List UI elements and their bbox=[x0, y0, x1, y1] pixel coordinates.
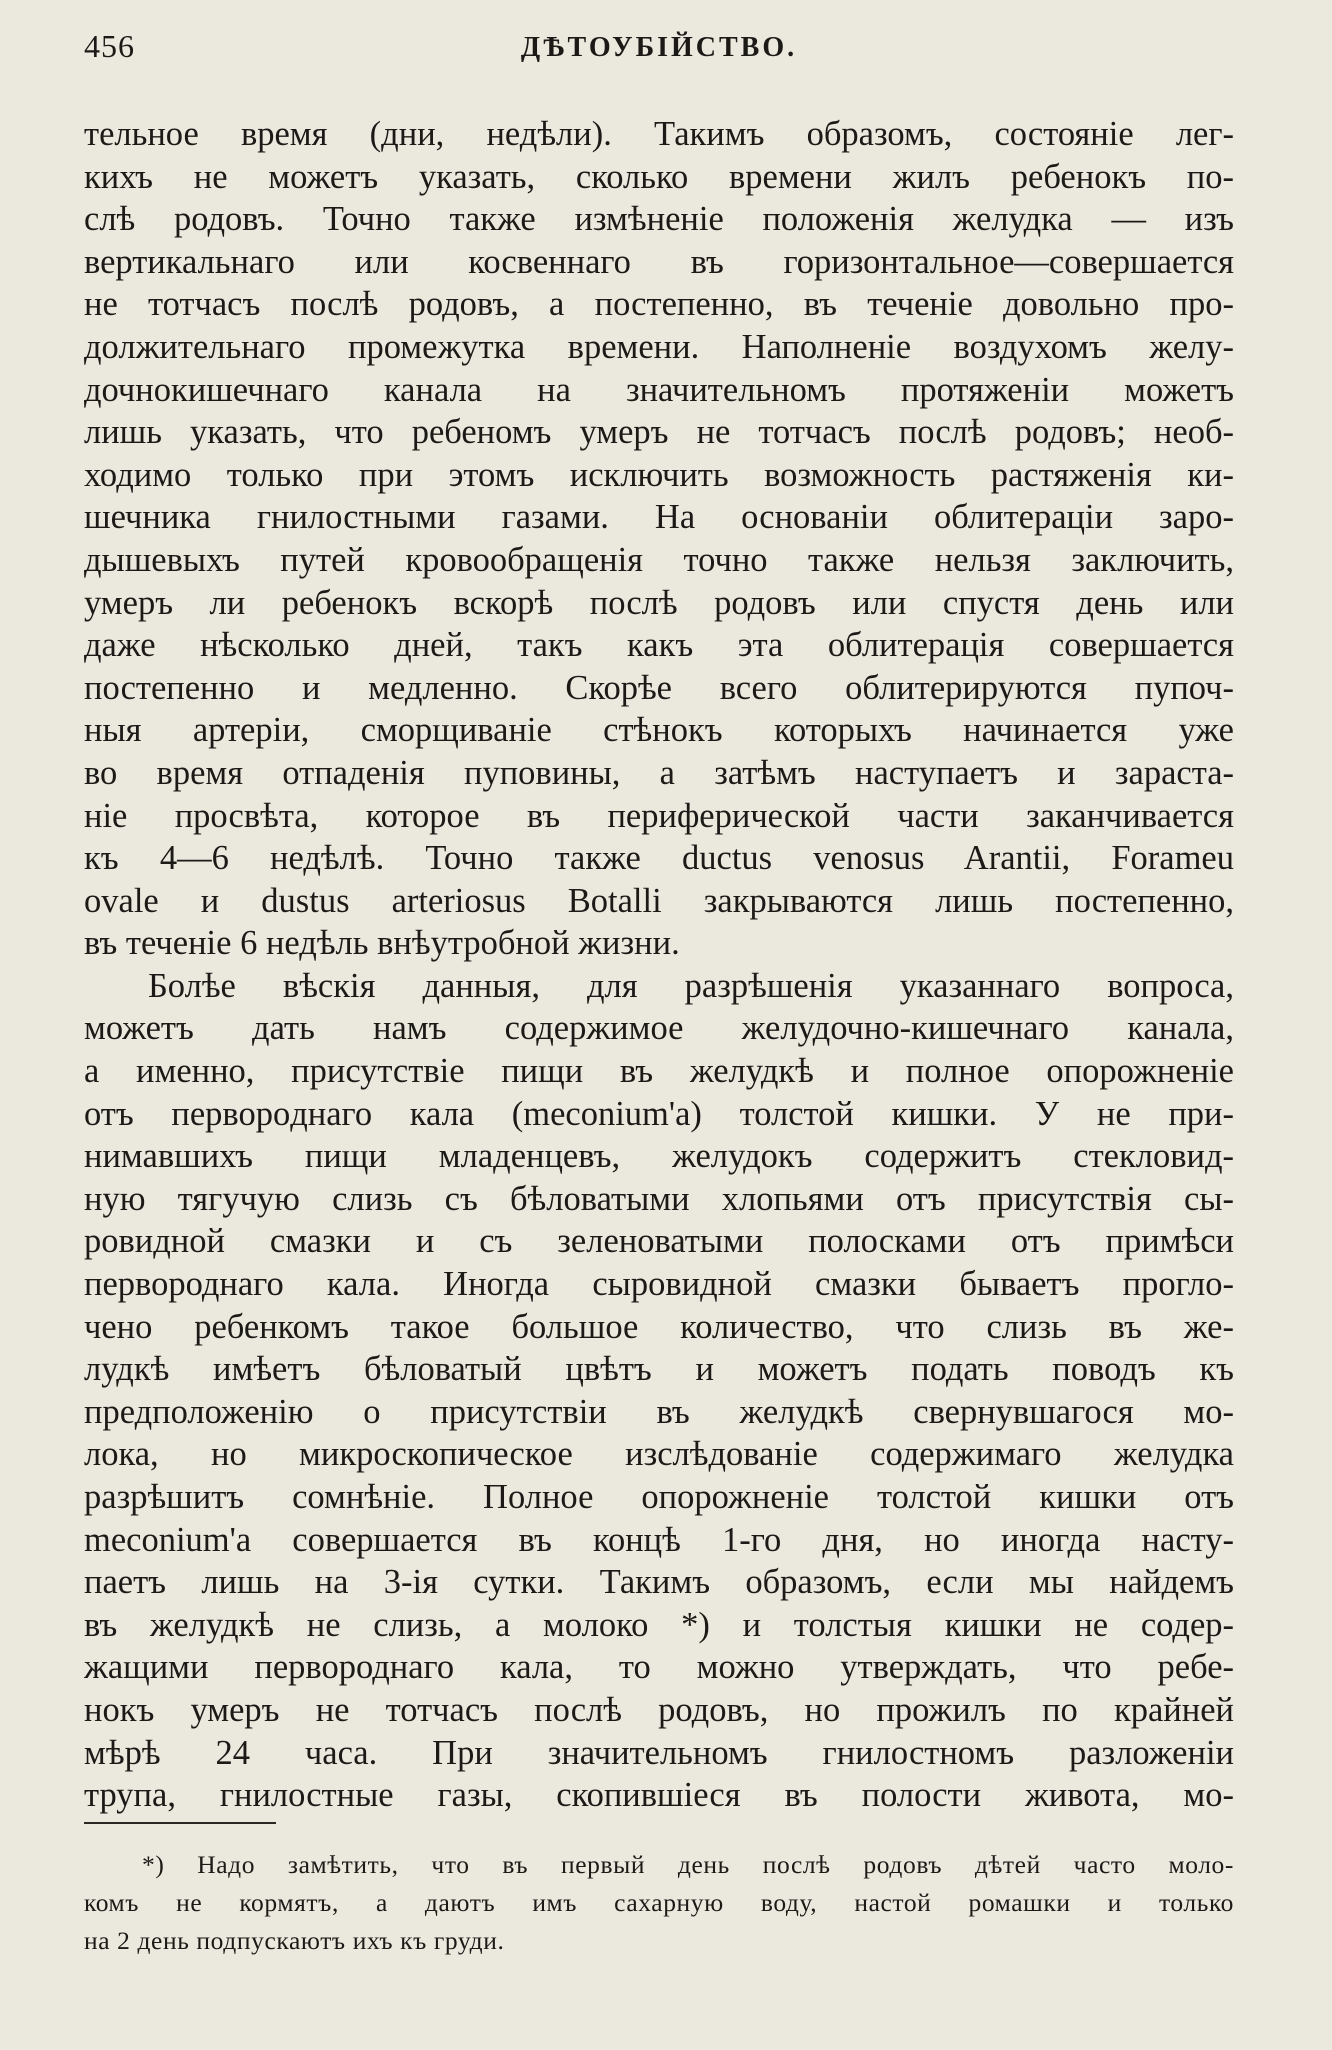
page-header bbox=[84, 28, 1234, 72]
text-line: лишь указать, что ребеномъ умеръ не тотчасъ послѣ родовъ; необ- bbox=[84, 413, 1234, 452]
text-line: первороднаго кала. Иногда сыровидной смазки бываетъ прогло- bbox=[84, 1265, 1234, 1304]
footnote-line: комъ не кормятъ, а даютъ имъ сахарную воду, настой ромашки и только bbox=[84, 1888, 1234, 1917]
footnote-line: на 2 день подпускаютъ ихъ къ груди. bbox=[84, 1926, 505, 1955]
text-line: не тотчасъ послѣ родовъ, а постепенно, въ теченіе довольно про- bbox=[84, 285, 1234, 324]
text-line: тельное время (дни, недѣли). Такимъ образомъ, состояніе лег- bbox=[84, 115, 1234, 153]
text-line: предположенію о присутствіи въ желудкѣ свернувшагося мо- bbox=[84, 1392, 1234, 1431]
footnote-divider bbox=[84, 1822, 276, 1824]
text-line: постепенно и медленно. Скорѣе всего облитерируются пупоч- bbox=[84, 668, 1234, 707]
text-line: паетъ лишь на 3-ія сутки. Такимъ образомъ, если мы найдемъ bbox=[84, 1563, 1234, 1602]
text-line: отъ перворoднаго кала (meconium'а) толстой кишки. У не при- bbox=[84, 1094, 1234, 1133]
text-line: умеръ ли ребенокъ вскорѣ послѣ родовъ или спустя день или bbox=[84, 583, 1234, 622]
text-line: въ желудкѣ не слизь, а молоко *) и толстыя кишки не содер- bbox=[84, 1605, 1234, 1644]
running-head: ДѢТОУБІЙСТВО. bbox=[520, 32, 798, 63]
text-line: во время отпаденія пуповины, а затѣмъ наступаетъ и зараста- bbox=[84, 753, 1234, 792]
text-line: нокъ умеръ не тотчасъ послѣ родовъ, но прожилъ по крайней bbox=[84, 1690, 1234, 1729]
body-text bbox=[84, 113, 1234, 1817]
text-line: даже нѣсколько дней, такъ какъ эта облитерація совершается bbox=[84, 626, 1234, 665]
text-line: слѣ родовъ. Точно также измѣненіе положенія желудка — изъ bbox=[84, 200, 1234, 239]
text-line: дышевыхъ путей кровообращенія точно также нельзя заключить, bbox=[84, 540, 1234, 579]
text-line: къ 4—6 недѣлѣ. Точно также ductus venosus Arantii, Forameu bbox=[84, 839, 1234, 878]
text-line: ную тягучую слизь съ бѣловатыми хлопьями отъ присутствія сы- bbox=[84, 1179, 1234, 1218]
text-line: ходимо только при этомъ исключить возможность растяженія ки- bbox=[84, 455, 1234, 494]
text-line: шечника гнилостными газами. На основаніи облитераціи заро- bbox=[84, 498, 1234, 537]
text-line: чено ребенкомъ такое большое количество, что слизь въ же- bbox=[84, 1307, 1234, 1346]
text-line: кихъ не можетъ указать, сколько времени жилъ ребенокъ по- bbox=[84, 157, 1234, 196]
text-line: лока, но микроскопическое изслѣдованіе содержимаго желудка bbox=[84, 1435, 1234, 1474]
text-line: ніе просвѣта, которое въ периферической части заканчивается bbox=[84, 796, 1234, 835]
text-line: ровидной смазки и съ зеленоватыми полосками отъ примѣси bbox=[84, 1222, 1234, 1261]
text-line: ныя артеріи, сморщиваніе стѣнокъ которыхъ начинается уже bbox=[84, 711, 1234, 750]
text-line: нимавшихъ пищи младенцевъ, желудокъ содержитъ стекловид- bbox=[84, 1137, 1234, 1176]
text-line: трупа, гнилостные газы, скопившіеся въ полости живота, мо- bbox=[84, 1776, 1234, 1815]
text-line: вертикальнаго или косвеннаго въ горизонтальное—совершается bbox=[84, 242, 1234, 281]
text-line: должительнаго промежутка времени. Наполненіе воздухомъ желу- bbox=[84, 327, 1234, 366]
text-line: мѣрѣ 24 часа. При значительномъ гнилостномъ разложеніи bbox=[84, 1733, 1234, 1772]
text-line: разрѣшитъ сомнѣніе. Полное опорожненіе толстой кишки отъ bbox=[84, 1478, 1234, 1516]
text-line: жащими первороднаго кала, то можно утверждать, что ребе- bbox=[84, 1648, 1234, 1687]
text-line: а именно, присутствіе пищи въ желудкѣ и полное опорожненіе bbox=[84, 1052, 1234, 1091]
text-line: meconium'а совершается въ концѣ 1-го дня, но иногда насту- bbox=[84, 1520, 1234, 1559]
text-line: дочнокишечнаго канала на значительномъ протяженіи можетъ bbox=[84, 370, 1234, 409]
text-line: лудкѣ имѣетъ бѣловатый цвѣтъ и можетъ подать поводъ къ bbox=[84, 1350, 1234, 1389]
page-number: 456 bbox=[84, 28, 135, 64]
footnote-line: *) Надо замѣтить, что въ первый день послѣ родовъ дѣтей часто моло- bbox=[142, 1850, 1234, 1879]
paragraph-start-line: Болѣе вѣскія данныя, для разрѣшенія указаннаго вопроса, bbox=[148, 966, 1234, 1005]
paragraph-end-line: въ теченіе 6 недѣль внѣутробной жизни. bbox=[84, 924, 680, 963]
text-line: можетъ дать намъ содержимое желудочно-кишечнаго канала, bbox=[84, 1009, 1234, 1048]
text-line: ovale и dustus arteriosus Botalli закрываются лишь постепенно, bbox=[84, 881, 1234, 920]
footnote bbox=[84, 1846, 1234, 1960]
